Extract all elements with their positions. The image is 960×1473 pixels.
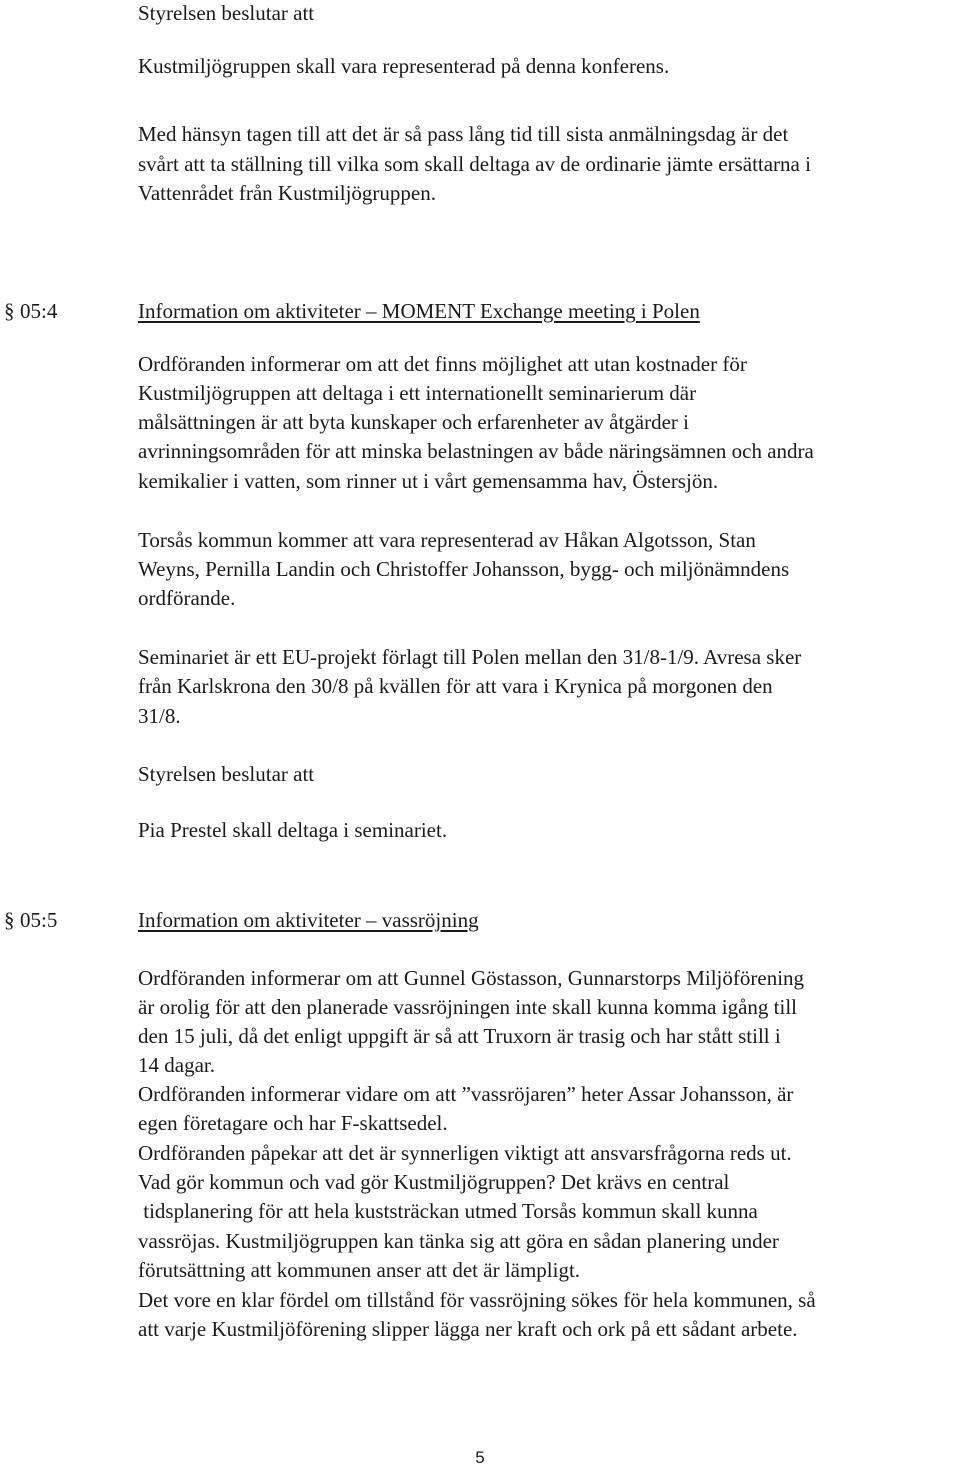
paragraph-line: Kustmiljögruppen att deltaga i ett internationellt seminarierum där [138, 381, 697, 405]
section-number: 05:4 [20, 299, 58, 323]
paragraph-line: Torsås kommun kommer att vara representerad av Håkan Algotsson, Stan [138, 528, 756, 552]
section-sign: § [4, 299, 15, 323]
paragraph-line: Ordföranden påpekar att det är synnerligen viktigt att ansvarsfrågorna reds ut. [138, 1141, 792, 1165]
paragraph-line: vassröjas. Kustmiljögruppen kan tänka sig att göra en sådan planering under [138, 1229, 779, 1253]
paragraph-line: Weyns, Pernilla Landin och Christoffer Johansson, bygg- och miljönämndens [138, 557, 790, 581]
paragraph-line: tidsplanering för att hela kuststräckan utmed Torsås kommun skall kunna [138, 1199, 758, 1223]
paragraph-line: Med hänsyn tagen till att det är så pass lång tid till sista anmälningsdag är det [138, 122, 789, 146]
paragraph-line: avrinningsområden för att minska belastningen av både näringsämnen och andra [138, 439, 814, 463]
section-title: Information om aktiviteter – MOMENT Exchange meeting i Polen [138, 299, 700, 323]
page-number: 5 [475, 1448, 485, 1467]
paragraph-line: förutsättning att kommunen anser att det är lämpligt. [138, 1258, 581, 1282]
paragraph-line: är orolig för att den planerade vassröjningen inte skall kunna komma igång till [138, 995, 797, 1019]
paragraph-line: Ordföranden informerar om att Gunnel Göstasson, Gunnarstorps Miljöförening [138, 966, 805, 990]
paragraph-line: Ordföranden informerar vidare om att ”vassröjaren” heter Assar Johansson, är [138, 1082, 794, 1106]
paragraph-line: kemikalier i vatten, som rinner ut i vårt gemensamma hav, Östersjön. [138, 469, 719, 493]
paragraph-line: svårt att ta ställning till vilka som skall deltaga av de ordinarie jämte ersättarna i [138, 152, 811, 176]
section-number: 05:5 [20, 908, 58, 932]
section-sign: § [4, 908, 15, 932]
paragraph-line: Vattenrådet från Kustmiljögruppen. [138, 181, 436, 205]
paragraph-line: egen företagare och har F-skattsedel. [138, 1111, 448, 1135]
section-title: Information om aktiviteter – vassröjning [138, 908, 479, 932]
paragraph-line: att varje Kustmiljöförening slipper lägga ner kraft och ork på ett sådant arbete. [138, 1317, 798, 1341]
decision-intro: Styrelsen beslutar att [138, 1, 315, 25]
paragraph-line: 31/8. [138, 704, 181, 728]
paragraph-line: Vad gör kommun och vad gör Kustmiljögruppen? Det krävs en central [138, 1170, 730, 1194]
paragraph-line: från Karlskrona den 30/8 på kvällen för att vara i Krynica på morgonen den [138, 674, 773, 698]
paragraph-line: Ordföranden informerar om att det finns möjlighet att utan kostnader för [138, 352, 747, 376]
decision-intro: Styrelsen beslutar att [138, 762, 315, 786]
paragraph-line: 14 dagar. [138, 1053, 215, 1077]
paragraph-line: den 15 juli, då det enligt uppgift är så att Truxorn är trasig och har stått still i [138, 1024, 781, 1048]
decision-text: Pia Prestel skall deltaga i seminariet. [138, 818, 448, 842]
paragraph-line: Det vore en klar fördel om tillstånd för vassröjning sökes för hela kommunen, så [138, 1288, 816, 1312]
paragraph-line: målsättningen är att byta kunskaper och erfarenheter av åtgärder i [138, 410, 689, 434]
paragraph-line: ordförande. [138, 586, 236, 610]
paragraph-line: Seminariet är ett EU-projekt förlagt till Polen mellan den 31/8-1/9. Avresa sker [138, 645, 802, 669]
decision-text: Kustmiljögruppen skall vara representerad på denna konferens. [138, 54, 670, 78]
